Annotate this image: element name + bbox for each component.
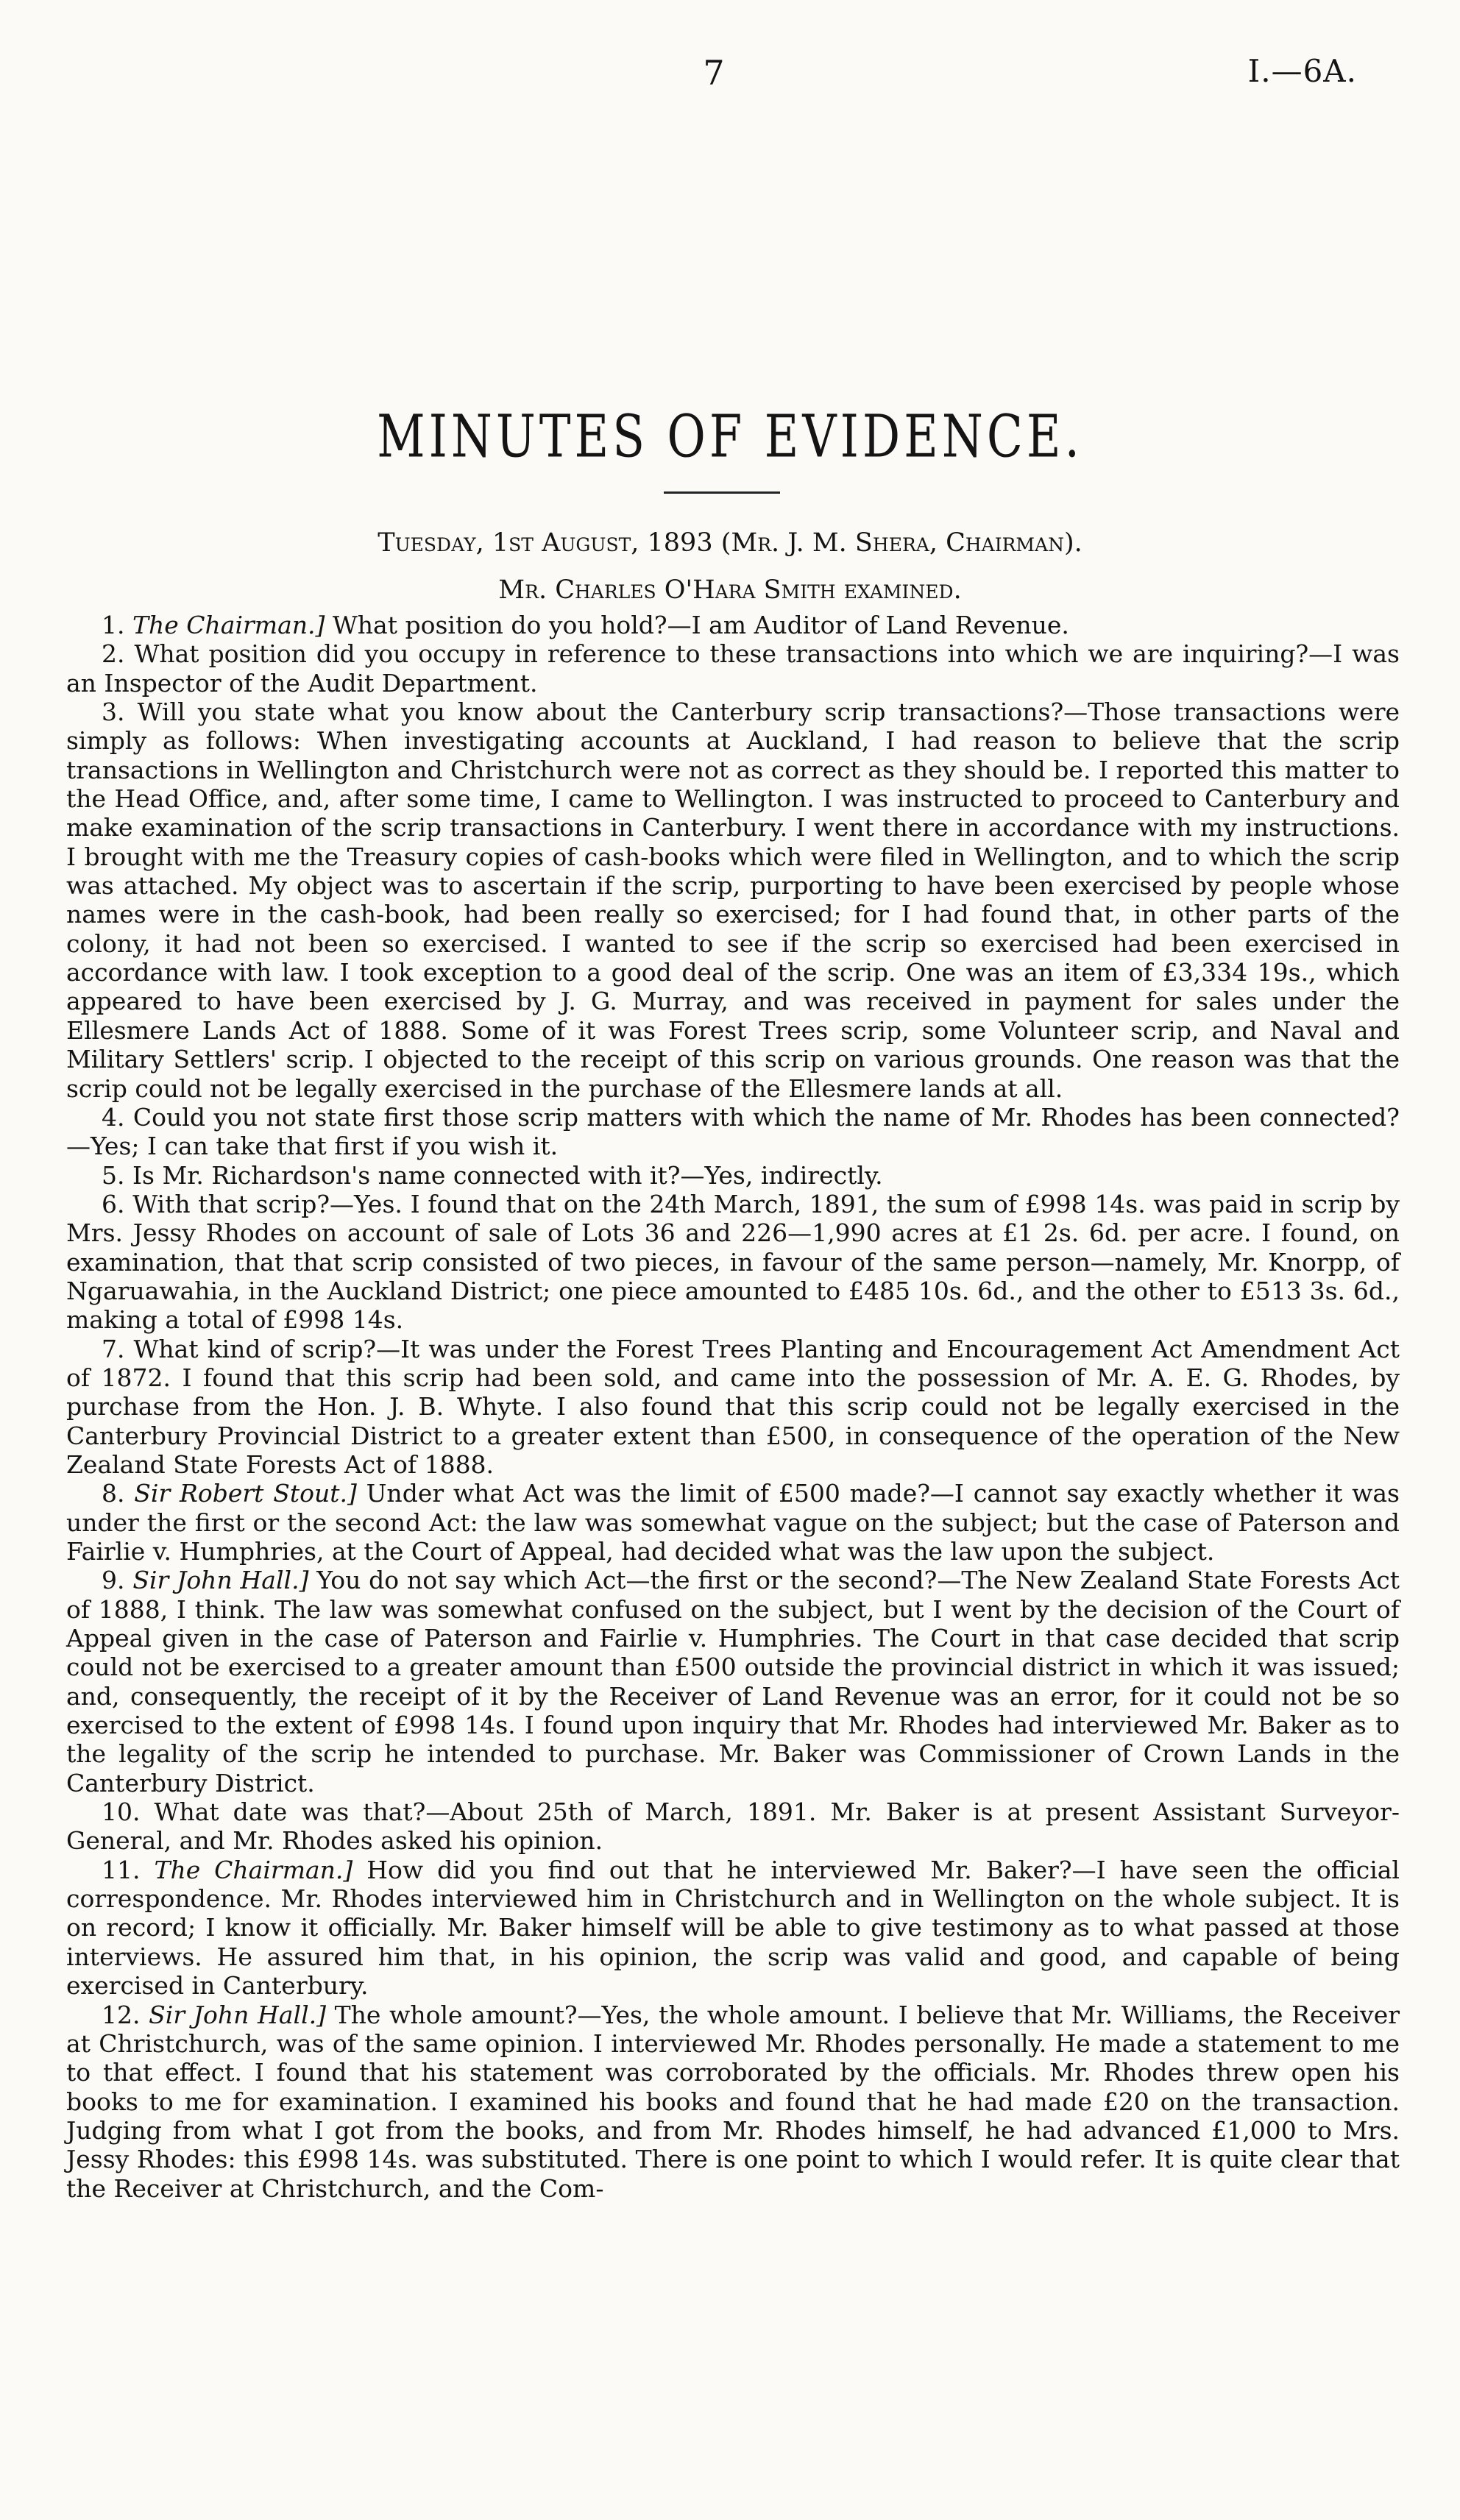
document-title: MINUTES OF EVIDENCE. [377,403,1083,472]
question-paragraph [66,1856,1400,2001]
title-rule [664,491,780,494]
question-paragraph [66,1161,1400,1190]
question-number: 1. [102,611,125,639]
question-answer-text: What kind of scrip?—It was under the Forest Trees Planting and Encouragement Act Amendment Act of 1872. I found that this scrip had been sold, and came into the possession of Mr. A. E. G. Rhodes, by purchase from the Hon. J. B. Whyte. I also found that this scrip could not be legally exercised in the Canterbury Provincial District to a greater extent than £500, in consequence of the operation of the New Zealand State Forests Act of 1888. [66,1334,1400,1479]
question-answer-text: Will you state what you know about the Canterbury scrip transactions?—Those transactions were simply as follows: When investigating accounts at Auckland, I had reason to believe that the scrip transactions in Wellington and Christchurch were not as correct as they should be. I reported this matter to the Head Office, and, after some time, I came to Wellington. I was instructed to proceed to Canterbury and make examination of the scrip transactions in Canterbury. I went there in accordance with my instructions. I brought with me the Treasury copies of cash-books which were filed in Wellington, and to which the scrip was attached. My object was to ascertain if the scrip, purporting to have been exercised by people whose names were in the cash-book, had been really so exercised; for I had found that, in other parts of the colony, it had not been so exercised. I wanted to see if the scrip so exercised had been exercised in accordance with law. I took exception to a good deal of the scrip. One was an item of £3,334 19s., which appeared to have been exercised by J. G. Murray, and was received in payment for sales under the Ellesmere Lands Act of 1888. Some of it was Forest Trees scrip, some Volunteer scrip, and Naval and Military Settlers' scrip. I objected to the receipt of this scrip on various grounds. One reason was that the scrip could not be legally exercised in the purchase of the Ellesmere lands at all. [66,698,1400,1103]
question-paragraph [66,1566,1400,1797]
question-answer-text: You do not say which Act—the first or the second?—The New Zealand State Forests Act of 1888, I think. The law was somewhat confused on the subject, but I went by the decision of the Court of Appeal given in the case of Paterson and Fairlie v. Humphries. The Court in that case decided that scrip could not be exercised to a greater amount than £500 outside the provincial district in which it was issued; and, consequently, the receipt of it by the Receiver of Land Revenue was an error, for it could not be so exercised to the extent of £998 14s. I found upon inquiry that Mr. Rhodes had interviewed Mr. Baker as to the legality of the scrip he intended to purchase. Mr. Baker was Commissioner of Crown Lands in the Canterbury District. [66,1566,1400,1797]
question-number: 5. [102,1160,125,1190]
question-answer-text: What position do you hold?—I am Auditor of Land Revenue. [332,611,1069,639]
session-heading: Tuesday, 1st August, 1893 (Mr. J. M. Shera, Chairman). [378,528,1082,558]
question-paragraph [66,698,1400,1103]
question-paragraph [66,639,1400,698]
question-paragraph [66,1797,1400,1856]
question-answer-text: How did you find out that he interviewed Mr. Baker?—I have seen the official correspondence. Mr. Rhodes interviewed him in Christchurch and in Wellington on the whole subject. It is on record; I know it officially. Mr. Baker himself will be able to give testimony as to what passed at those interviews. He assured him that, in his opinion, the scrip was valid and good, and capable of being exercised in Canterbury. [66,1855,1400,2001]
speaker-name: Sir John Hall.] [132,1566,309,1595]
paper-reference: I.—6A. [1247,53,1357,89]
question-number: 10. [102,1797,141,1827]
question-paragraph [66,1190,1400,1335]
question-paragraph [66,1103,1400,1161]
question-answer-text: What position did you occupy in reference to these transactions into which we are inquiring?—I was an Inspector of the Audit Department. [66,639,1400,698]
question-answer-text: Under what Act was the limit of £500 made?—I cannot say exactly whether it was under the first or the second Act: the law was somewhat vague on the subject; but the case of Paterson and Fairlie v. Humphries, at the Court of Appeal, had decided what was the law upon the subject. [66,1479,1400,1566]
question-paragraph [66,611,1400,639]
question-number: 9. [102,1566,125,1595]
question-number: 8. [102,1479,125,1508]
question-answer-text: The whole amount?—Yes, the whole amount. I believe that Mr. Williams, the Receiver at Christchurch, was of the same opinion. I interviewed Mr. Rhodes personally. He made a statement to me to that effect. I found that his statement was corroborated by the officials. Mr. Rhodes threw open his books to me for examination. I examined his books and found that he had made £20 on the transaction. Judging from what I got from the books, and from Mr. Rhodes himself, he had advanced £1,000 to Mrs. Jessy Rhodes: this £998 14s. was substituted. There is one point to which I would refer. It is quite clear that the Receiver at Christchurch, and the Com- [66,2000,1400,2203]
speaker-name: Sir John Hall.] [149,2000,326,2029]
question-answer-text: Is Mr. Richardson's name connected with it?—Yes, indirectly. [132,1160,883,1190]
question-paragraph [66,2001,1400,2203]
evidence-body [66,611,1400,2203]
question-number: 6. [102,1189,125,1218]
question-answer-text: With that scrip?—Yes. I found that on the 24th March, 1891, the sum of £998 14s. was paid in scrip by Mrs. Jessy Rhodes on account of sale of Lots 36 and 226—1,990 acres at £1 2s. 6d. per acre. I found, on examination, that that scrip consisted of two pieces, in favour of the same person—namely, Mr. Knorpp, of Ngaruawahia, in the Auckland District; one piece amounted to £485 10s. 6d., and the other to £513 3s. 6d., making a total of £998 14s. [66,1189,1400,1335]
question-number: 11. [102,1855,141,1884]
question-paragraph [66,1479,1400,1566]
question-number: 4. [102,1102,125,1132]
speaker-name: Sir Robert Stout.] [134,1479,357,1508]
question-answer-text: Could you not state first those scrip matters with which the name of Mr. Rhodes has been connected?—Yes; I can take that first if you wish it. [66,1102,1400,1161]
question-number: 2. [102,639,125,669]
question-paragraph [66,1335,1400,1480]
page-number: 7 [703,53,725,93]
question-number: 3. [102,698,125,727]
witness-heading: Mr. Charles O'Hara Smith examined. [498,575,962,605]
question-number: 7. [102,1334,125,1363]
speaker-name: The Chairman.] [154,1855,353,1884]
question-number: 12. [102,2000,141,2029]
question-answer-text: What date was that?—About 25th of March, 1891. Mr. Baker is at present Assistant Surveyor-General, and Mr. Rhodes asked his opinion. [66,1797,1400,1856]
speaker-name: The Chairman.] [132,611,325,639]
